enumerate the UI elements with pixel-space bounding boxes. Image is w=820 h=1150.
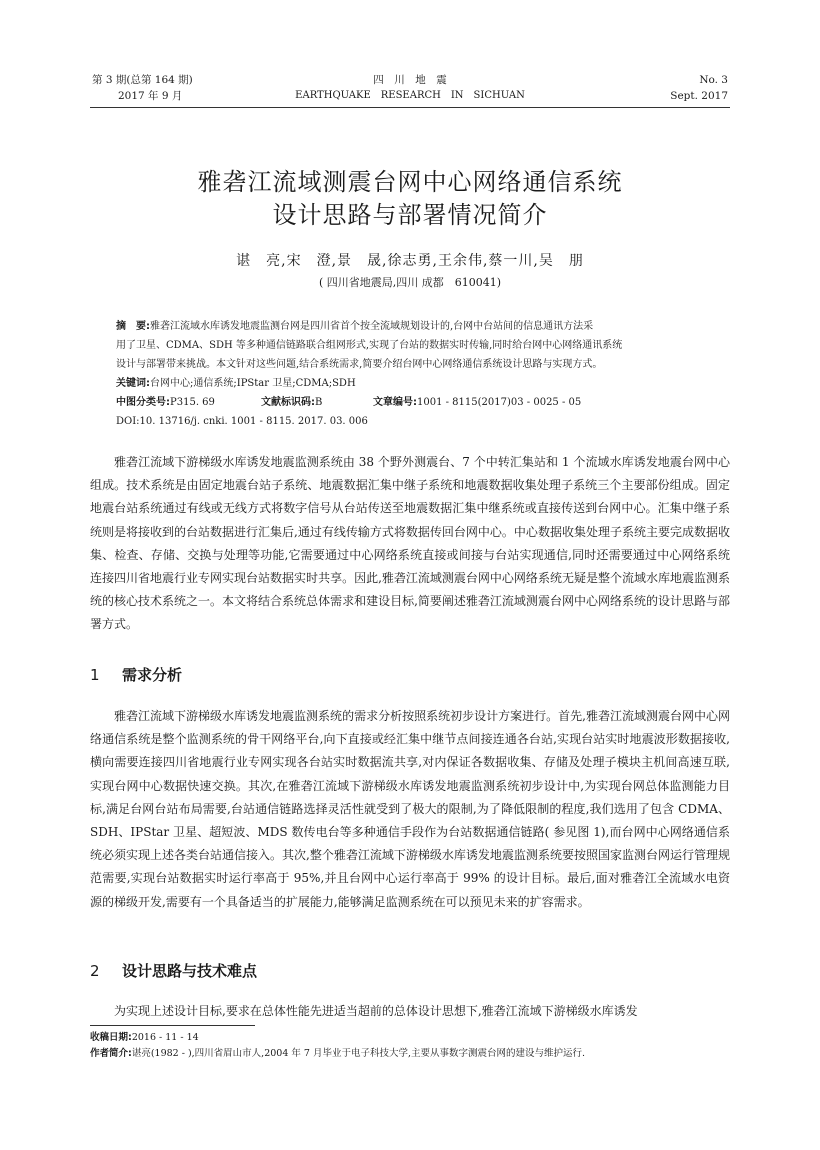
section-heading: 2 设计思路与技术难点 [90, 962, 258, 980]
affiliation: ( 四川省地震局,四川 成都 610041) [318, 276, 502, 289]
author-list: 谌 亮,宋 澄,景 晟,徐志勇,王余伟,蔡一川,吴 朋 [236, 253, 584, 269]
abstract-label: 摘 要: [116, 321, 150, 332]
doi: DOI:10. 13716/j. cnki. 1001 - 8115. 2017. 03. 006 [116, 416, 368, 427]
paper-title: 雅砻江流域测震台网中心网络通信系统 设计思路与部署情况简介 [197, 168, 623, 229]
header-journal-name: 四 川 地 震 EARTHQUAKE RESEARCH IN SICHUAN [295, 74, 525, 101]
abstract-line: 雅砻江流域水库诱发地震监测台网是四川省首个按全流域规划设计的,台网中台站间的信息通讯方法采 [150, 321, 594, 332]
footnote-received: 收稿日期:2016 - 11 - 14 [90, 1032, 199, 1043]
footnote-rule [90, 1025, 255, 1026]
footnote-author: 作者简介:谌亮(1982 - ),四川省眉山市人,2004 年 7 月毕业于电子科技大学,主要从事数字测震台网的建设与维护运行. [90, 1048, 586, 1059]
header-issue-en: No. 3 Sept. 2017 [670, 74, 728, 102]
intro-paragraph: 雅砻江流域下游梯级水库诱发地震监测系统由 38 个野外测震台、7 个中转汇集站和 1 个流域水库诱发地震台网中心组成。技术系统是由固定地震台站子系统、地震数据汇集中继子系统和地震数据收集处理子系统三个主要部份组成。固定地震台站系统通过有线或无线方式将数字信号从台站传送至地震数据汇集中继系统或直接传送到台网中心。汇集中继子系统则是将接收到的台站数据进行汇集后,通过有线传输方式将数据传回台网中心。中心数据收集处理子系统主要完成数据收集、检查、存储、交换与处理等功能,它需要通过中心网络系统直接或间接与台站实现通信,同时还需要通过中心网络系统连接四川省地震行业专网实现台站数据实时共享。因此,雅砻江流域测震台网中心网络系统无疑是整个流域水库地震监测系统的核心技术系统之一。本文将结合系统总体需求和建设目标,简要阐述雅砻江流域测震台网中心网络系统的设计思路与部署方式。 [90, 455, 730, 632]
section-paragraph: 为实现上述设计目标,要求在总体性能先进适当超前的总体设计思想下,雅砻江流域下游梯级水库诱发 [114, 1004, 638, 1018]
abstract-line: 设计与部署带来挑战。本文针对这些问题,结合系统需求,简要介绍台网中心网络通信系统设计思路与实现方式。 [116, 359, 603, 370]
abstract-line: 用了卫星、CDMA、SDH 等多种通信链路联合组网形式,实现了台站的数据实时传输,同时给台网中心网络通讯系统 [116, 340, 623, 351]
section-heading: 1 需求分析 [90, 666, 183, 684]
header-issue: 第 3 期(总第 164 期) 2017 年 9 月 [92, 74, 193, 102]
section-paragraph: 雅砻江流域下游梯级水库诱发地震监测系统的需求分析按照系统初步设计方案进行。首先,雅砻江流域测震台网中心网络通信系统是整个监测系统的骨干网络平台,向下直接或经汇集中继节点间接连通各台站,实现台站实时地震波形数据接收,横向需要连接四川省地震行业专网实现各台站实时数据流共享,对内保证各数据收集、存储及处理子模块主机间高速互联,实现台网中心数据快速交换。其次,在雅砻江流域下游梯级水库诱发地震监测系统初步设计中,为实现台网总体监测能力目标,满足台网台站布局需要,台站通信链路选择灵活性就受到了极大的限制,为了降低限制的程度,我们选用了包含 CDMA、SDH、IPStar 卫星、超短波、MDS 数传电台等多种通信手段作为台站数据通信链路( 参见图 1),而台网中心网络通信系统必须实现上述各类台站通信接入。其次,整个雅砻江流域下游梯级水库诱发地震监测系统要按照国家监测台网运行管理规范需要,实现台站数据实时运行率高于 95%,并且台网中心运行率高于 99% 的设计目标。最后,面对雅砻江全流域水电资源的梯级开发,需要有一个具备适当的扩展能力,能够满足监测系统在可以预见未来的扩容需求。 [90, 709, 730, 909]
keywords: 关键词:台网中心;通信系统;IPStar 卫星;CDMA;SDH [116, 378, 356, 389]
abstract [116, 317, 712, 431]
header-rule [90, 107, 730, 108]
classification-line: 中图分类号:P315. 69 文献标识码:B 文章编号:1001 - 8115(2017)03 - 0025 - 05 [116, 397, 582, 408]
